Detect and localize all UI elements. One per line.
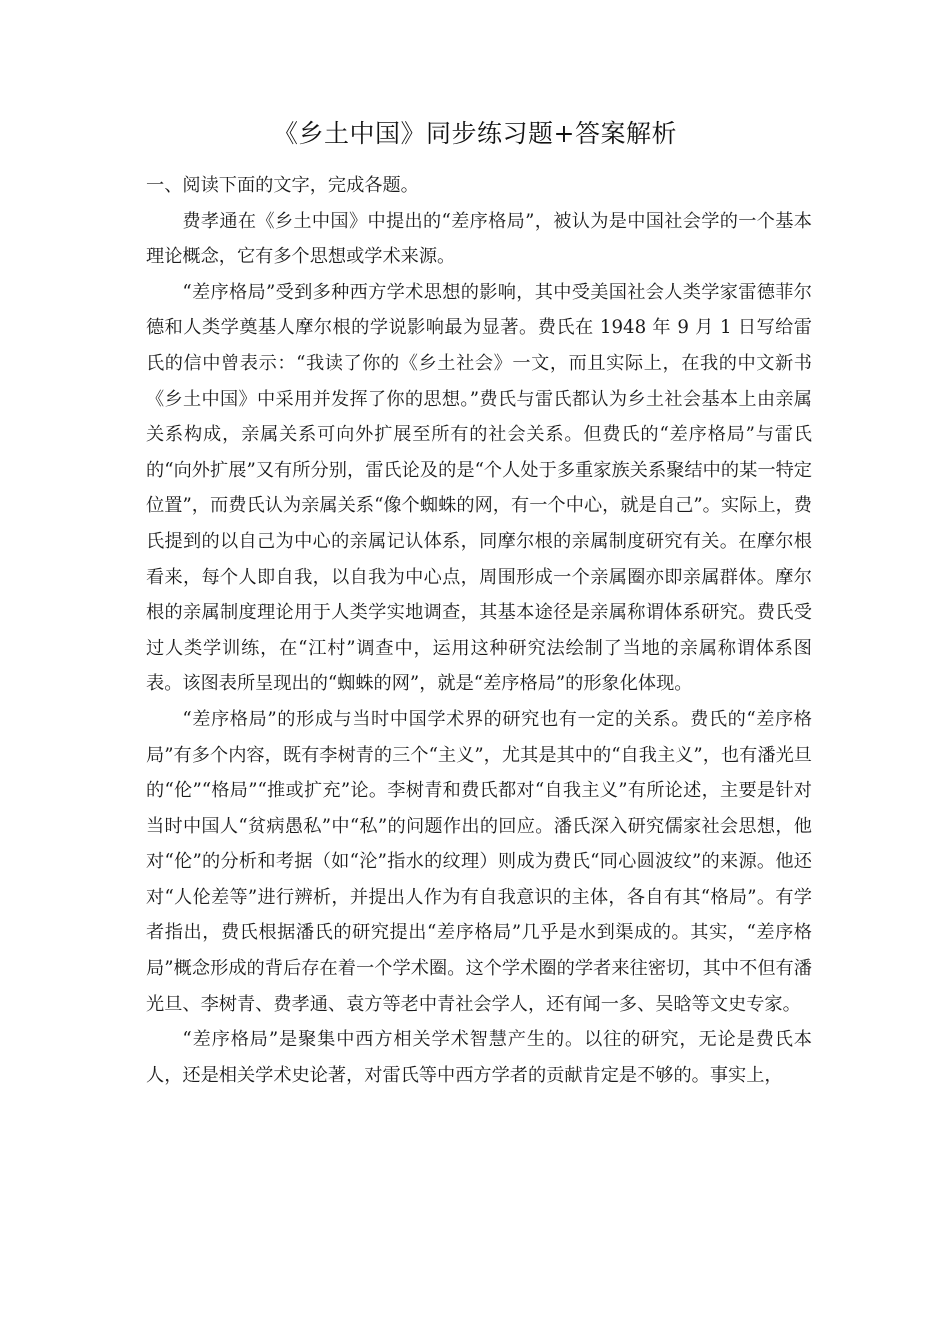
paragraph-4: “差序格局”是聚集中西方相关学术智慧产生的。以往的研究，无论是费氏本人，还是相关学术史论著，对雷氏等中西方学者的贡献肯定是不够的。事实上， bbox=[146, 1029, 812, 1086]
paragraph-1: 费孝通在《乡土中国》中提出的“差序格局”，被认为是中国社会学的一个基本理论概念，它有多个思想或学术来源。 bbox=[146, 210, 812, 268]
paragraph-3: “差序格局”的形成与当时中国学术界的研究也有一定的关系。费氏的“差序格局”有多个内容，既有李树青的三个“主义”，尤其是其中的“自我主义”，也有潘光旦的“伦”“格局”“推或扩充”论。李树青和费氏都对“自我主义”有所论述，主要是针对当时中国人“贫病愚私”中“私”的问题作出的回应。潘氏深入研究儒家社会思想，他对“伦”的分析和考据（如“沦”指水的纹理）则成为费氏“同心圆波纹”的来源。他还对“人伦差等”进行辨析，并提出人作为有自我意识的主体，各自有其“格局”。有学者指出，费氏根据潘氏的研究提出“差序格局”几乎是水到渠成的。其实，“差序格局”概念形成的背后存在着一个学术圈。这个学术圈的学者来往密切，其中不但有潘光旦、李树青、费孝通、袁方等老中青社会学人，还有闻一多、吴晗等文史专家。 bbox=[146, 708, 812, 1015]
paragraph-2: “差序格局”受到多种西方学术思想的影响，其中受美国社会人类学家雷德菲尔德和人类学奠基人摩尔根的学说影响最为显著。费氏在 1948 年 9 月 1 日写给雷氏的信中曾表示：“我读了你的《乡土社会》一文，而且实际上，在我的中文新书《乡土中国》中采用并发挥了你的思想。”费氏与雷氏都认为乡土社会基本上由亲属关系构成，亲属关系可向外扩展至所有的社会关系。但费氏的“差序格局”与雷氏的“向外扩展”又有所分别，雷氏论及的是“个人处于多重家族关系聚结中的某一特定位置”，而费氏认为亲属关系“像个蜘蛛的网，有一个中心，就是自己”。实际上，费氏提到的以自己为中心的亲属记认体系，同摩尔根的亲属制度研究有关。在摩尔根看来，每个人即自我，以自我为中心点，周围形成一个亲属圈亦即亲属群体。摩尔根的亲属制度理论用于人类学实地调查，其基本途径是亲属称谓体系研究。费氏受过人类学训练，在“江村”调查中，运用这种研究法绘制了当地的亲属称谓体系图表。该图表所呈现出的“蜘蛛的网”，就是“差序格局”的形象化体现。 bbox=[146, 281, 812, 695]
document-body bbox=[146, 168, 812, 1093]
section-heading: 一、阅读下面的文字，完成各题。 bbox=[146, 175, 419, 196]
document-title: 《乡土中国》同步练习题+答案解析 bbox=[273, 119, 677, 148]
